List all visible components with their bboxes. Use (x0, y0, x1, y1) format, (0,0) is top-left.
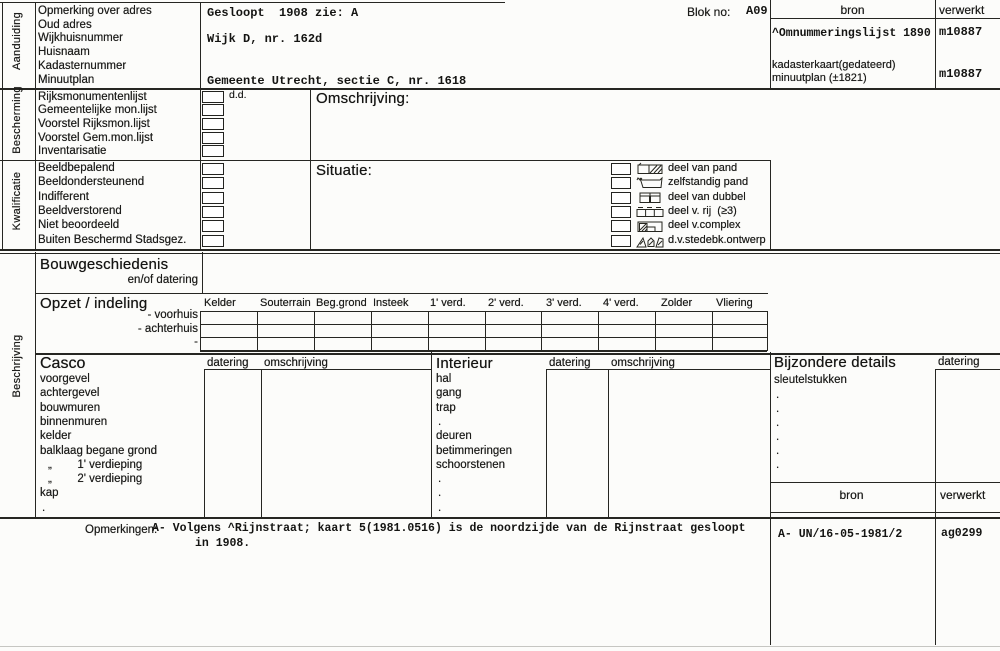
rule (935, 369, 1000, 370)
bijzondere-row-dot1: . (776, 389, 780, 401)
rule (371, 311, 372, 351)
rule (0, 517, 1000, 519)
situatie-option-stedebouwkundig-ontwerp: d.v.stedebk.ontwerp (668, 233, 766, 246)
kwalificatie-checkbox-4[interactable] (202, 220, 224, 232)
field-label-indifferent: Indifferent (38, 190, 89, 203)
rule (2, 2, 3, 250)
interieur-row-dot2: . (438, 473, 442, 486)
kwalificatie-checkbox-1[interactable] (202, 177, 224, 189)
field-label-buiten-beschermd-stadsgez: Buiten Beschermd Stadsgez. (38, 233, 187, 246)
interieur-row-betimmeringen: betimmeringen (436, 444, 513, 457)
stedebouwkundig-ontwerp-icon (636, 235, 664, 248)
bijzondere-row-dot5: . (776, 445, 780, 457)
rule (202, 252, 203, 293)
rule (655, 311, 656, 351)
casco-row-balklaag-2e-verdieping: „ 2' verdieping (48, 473, 143, 486)
interieur-row-trap: trap (436, 401, 456, 414)
opmerkingen-line-2: in 1908. (195, 537, 251, 550)
section-label-bescherming: Bescherming (11, 86, 23, 154)
rule (770, 482, 1000, 483)
bouwgeschiedenis-heading: Bouwgeschiedenis (40, 256, 169, 273)
situatie-option-deel-van-complex: deel v.complex (668, 219, 741, 232)
casco-row-voorgevel: voorgevel (40, 373, 90, 385)
casco-row-binnenmuren: binnenmuren (40, 415, 108, 428)
field-label-voorstel-gemmonlijst: Voorstel Gem.mon.lijst (38, 131, 154, 144)
opzet-col-vliering: Vliering (716, 297, 753, 309)
deel-van-complex-icon (636, 220, 664, 233)
opmerkingen-label: Opmerkingen: (85, 524, 158, 536)
rule (546, 369, 770, 370)
opzet-indeling-heading: Opzet / indeling (40, 295, 148, 312)
opzet-row-label-achterhuis: - achterhuis (137, 322, 198, 335)
field-label-huisnaam: Huisnaam (38, 46, 90, 59)
verwerkt-entry-2: m10887 (939, 67, 983, 81)
kwalificatie-checkbox-0[interactable] (202, 163, 224, 175)
rule (770, 160, 771, 250)
bijzondere-row-dot6: . (776, 459, 780, 471)
opmerkingen-bron-value: A- UN/16-05-1981/2 (778, 528, 903, 541)
rule (770, 512, 1000, 513)
bijzondere-row-sleutelstukken: sleutelstukken (774, 374, 847, 386)
bron-entry-1: ^Omnummeringslijst 1890 (772, 27, 931, 40)
bijzondere-bron-header: bron (839, 488, 864, 502)
rule (257, 311, 258, 351)
opmerkingen-line-1: A- Volgens ^Rijnstraat; kaart 5(1981.0516) is de noordzijde van de Rijnstraat gesloopt (152, 522, 746, 535)
rule (35, 2, 36, 250)
section-label-beschrijving: Beschrijving (11, 334, 23, 398)
bijzondere-row-dot3: . (776, 417, 780, 429)
opzet-col-beggrond: Beg.grond (316, 297, 367, 309)
rule (712, 311, 713, 351)
rule (200, 337, 767, 338)
blok-no-value: A09 (746, 3, 768, 18)
rule (200, 311, 201, 351)
rule (204, 369, 431, 370)
field-label-gemeentelijke-monlijst: Gemeentelijke mon.lijst (38, 104, 157, 117)
opzet-col-souterrain: Souterrain (260, 297, 311, 309)
rule (767, 311, 768, 351)
zelfstandig-pand-icon (636, 176, 664, 189)
situatie-option-zelfstandig-pand: zelfstandig pand (668, 176, 749, 189)
section-label-kwalificatie: Kwalificatie (11, 171, 23, 231)
interieur-row-schoorstenen: schoorstenen (436, 458, 506, 471)
rule (310, 88, 311, 250)
interieur-row-dot1: . (438, 415, 442, 428)
rule (598, 311, 599, 351)
opzet-col-zolder: Zolder (661, 297, 693, 309)
interieur-row-dot3: . (438, 487, 442, 500)
bijzondere-details-heading: Bijzondere details (774, 354, 897, 371)
bron-entry-2-line2: minuutplan (±1821) (772, 72, 867, 84)
casco-omschrijving-header: omschrijving (264, 357, 328, 369)
field-label-beeldondersteunend: Beeldondersteunend (38, 176, 145, 189)
interieur-row-hal: hal (436, 373, 452, 385)
deel-van-dubbel-icon (636, 191, 664, 204)
situatie-type-checkbox-4[interactable] (611, 220, 631, 232)
en-of-datering-label: en/of datering (127, 274, 198, 286)
dd-label: d.d. (229, 89, 247, 101)
casco-row-balklaag-begane-grond: balklaag begane grond (40, 444, 158, 457)
casco-row-kap: kap (40, 487, 59, 500)
opzet-col-1verd: 1' verd. (430, 297, 466, 309)
opzet-col-4verd: 4' verd. (603, 297, 639, 309)
verwerkt-entry-1: m10887 (939, 25, 983, 39)
value-kadasternummer: Gemeente Utrecht, sectie C, nr. 1618 (207, 74, 467, 88)
casco-row-bouwmuren: bouwmuren (40, 401, 101, 414)
situatie-heading: Situatie: (316, 162, 372, 179)
rule (0, 88, 1000, 90)
rule (0, 2, 505, 3)
field-label-oud-adres: Oud adres (38, 18, 92, 31)
opzet-col-2verd: 2' verd. (488, 297, 524, 309)
interieur-heading: Interieur (436, 355, 493, 372)
casco-datering-header: datering (207, 357, 249, 369)
value-opmerking-adres: Gesloopt 1908 zie: A (207, 6, 359, 20)
rule (204, 369, 205, 517)
rule (0, 249, 1000, 251)
opzet-col-insteek: Insteek (373, 297, 409, 309)
field-label-wijkhuisnummer: Wijkhuisnummer (38, 32, 123, 45)
verwerkt-column-header: verwerkt (939, 3, 985, 17)
rule (261, 369, 262, 517)
blok-no-label: Blok no: (687, 5, 731, 19)
kwalificatie-checkbox-5[interactable] (202, 235, 224, 247)
bijzondere-row-dot4: . (776, 431, 780, 443)
bijzondere-row-dot2: . (776, 403, 780, 415)
casco-row-balklaag-1e-verdieping: „ 1' verdieping (48, 458, 143, 471)
rule (35, 252, 36, 517)
opzet-col-3verd: 3' verd. (546, 297, 582, 309)
bescherming-checkbox-0[interactable] (202, 91, 224, 103)
interieur-omschrijving-header: omschrijving (611, 357, 675, 369)
casco-row-dot: . (42, 501, 46, 514)
bron-entry-2-line1: kadasterkaart(gedateerd) (772, 59, 896, 71)
situatie-type-checkbox-5[interactable] (611, 235, 631, 247)
field-label-voorstel-rijksmonlijst: Voorstel Rijksmon.lijst (38, 117, 150, 130)
situatie-option-deel-van-pand: deel van pand (668, 162, 738, 174)
situatie-type-checkbox-3[interactable] (611, 206, 631, 218)
field-label-opmerking-over-adres: Opmerking over adres (38, 5, 152, 17)
bescherming-checkbox-4[interactable] (202, 145, 224, 157)
casco-row-kelder: kelder (40, 430, 72, 443)
field-label-beeldverstorend: Beeldverstorend (38, 204, 122, 217)
situatie-type-checkbox-1[interactable] (611, 177, 631, 189)
rule (770, 18, 1000, 19)
rule (0, 253, 1000, 255)
field-label-minuutplan: Minuutplan (38, 73, 95, 86)
rule (608, 369, 609, 517)
rule (200, 324, 767, 325)
casco-heading: Casco (40, 355, 86, 372)
rule (935, 369, 936, 645)
situatie-option-deel-van-rij: deel v. rij (≥3) (668, 204, 737, 217)
bescherming-checkbox-1[interactable] (202, 104, 224, 116)
bijzondere-datering-header: datering (938, 356, 980, 368)
interieur-row-gang: gang (436, 387, 462, 400)
rule (428, 311, 429, 351)
field-label-kadasternummer: Kadasternummer (38, 59, 127, 72)
field-label-inventarisatie: Inventarisatie (38, 145, 107, 158)
interieur-row-dot4: . (438, 501, 442, 514)
rule (200, 311, 767, 312)
field-label-rijksmonumentenlijst: Rijksmonumentenlijst (38, 90, 147, 103)
rule (200, 350, 767, 351)
deel-van-rij-icon (636, 205, 664, 218)
rule (314, 311, 315, 351)
value-wijkhuisnummer: Wijk D, nr. 162d (207, 32, 323, 46)
deel-van-pand-icon (636, 162, 664, 175)
situatie-type-checkbox-2[interactable] (611, 192, 631, 204)
bijzondere-verwerkt-header: verwerkt (940, 488, 986, 502)
omschrijving-heading: Omschrijving: (316, 90, 410, 107)
bescherming-checkbox-2[interactable] (202, 118, 224, 130)
situatie-option-deel-van-dubbel: deel van dubbel (668, 190, 746, 203)
opzet-row-label-blank: - (194, 336, 198, 348)
rule (485, 311, 486, 351)
kwalificatie-checkbox-3[interactable] (202, 206, 224, 218)
bron-column-header: bron (840, 3, 865, 17)
rule (541, 311, 542, 351)
interieur-row-deuren: deuren (436, 430, 472, 443)
opzet-col-kelder: Kelder (204, 297, 236, 309)
bescherming-checkbox-3[interactable] (202, 132, 224, 144)
field-label-niet-beoordeeld: Niet beoordeeld (38, 219, 120, 232)
rule (935, 0, 936, 88)
field-label-beeldbepalend: Beeldbepalend (38, 162, 115, 174)
rule (0, 646, 1000, 647)
kwalificatie-checkbox-2[interactable] (202, 192, 224, 204)
rule (546, 369, 547, 517)
casco-row-achtergevel: achtergevel (40, 387, 100, 400)
situatie-type-checkbox-0[interactable] (611, 163, 631, 175)
section-label-aanduiding: Aanduiding (11, 11, 23, 71)
opmerkingen-verwerkt-value: ag0299 (941, 527, 983, 540)
rule (431, 352, 432, 517)
interieur-datering-header: datering (549, 357, 591, 369)
opzet-row-label-voorhuis: - voorhuis (147, 309, 198, 321)
